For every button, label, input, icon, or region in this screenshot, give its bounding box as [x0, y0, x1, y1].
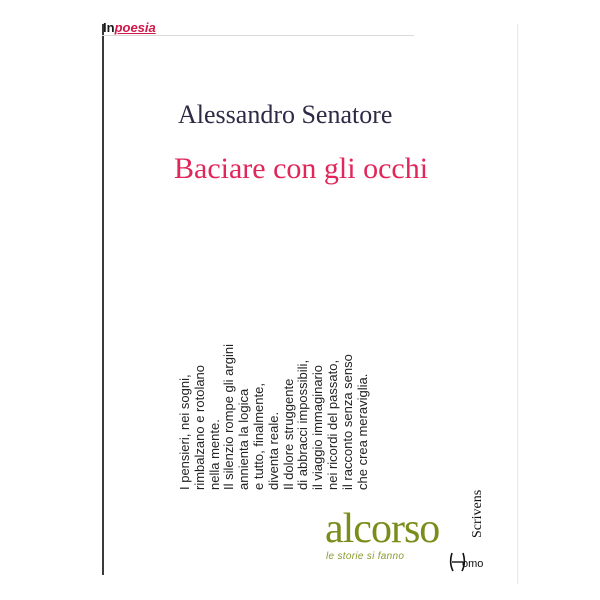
cover-edge-shadow [517, 24, 519, 584]
blurb-line: diventa reale. [265, 411, 281, 490]
brand-in: In [103, 20, 115, 35]
blurb-line: rimbalzano e rotolano [191, 364, 207, 490]
blurb-line: che crea meraviglia. [354, 373, 370, 490]
top-rule [102, 35, 414, 36]
blurb-line: il viaggio immaginario [310, 365, 326, 490]
publisher-tagline: le storie si fanno [326, 551, 405, 562]
blurb-line: I pensieri, nei sogni, [177, 374, 192, 490]
spine-line [102, 24, 104, 575]
author-name: Alessandro Senatore [178, 100, 393, 129]
blurb-line: di abbracci impossibili, [295, 359, 311, 490]
book-title: Baciare con gli occhi [174, 152, 429, 185]
blurb-line: Il dolore struggente [280, 378, 296, 490]
blurb-line: e tutto, finalmente, [250, 383, 266, 490]
blurb-line: Il silenzio rompe gli argini [221, 344, 237, 490]
blurb-line: nei ricordi del passato, [324, 359, 340, 490]
blurb [178, 280, 378, 490]
blurb-line: annienta la logica [236, 388, 252, 490]
blurb-line: il racconto senza senso [339, 354, 355, 490]
series-brand [103, 21, 156, 35]
blurb-line: nella mente. [206, 419, 222, 490]
brand-poesia: poesia [114, 20, 156, 35]
series-name: Scrivens [470, 489, 485, 538]
imprint-name: omo [462, 558, 484, 570]
publisher-logo: alcorso [325, 506, 440, 552]
